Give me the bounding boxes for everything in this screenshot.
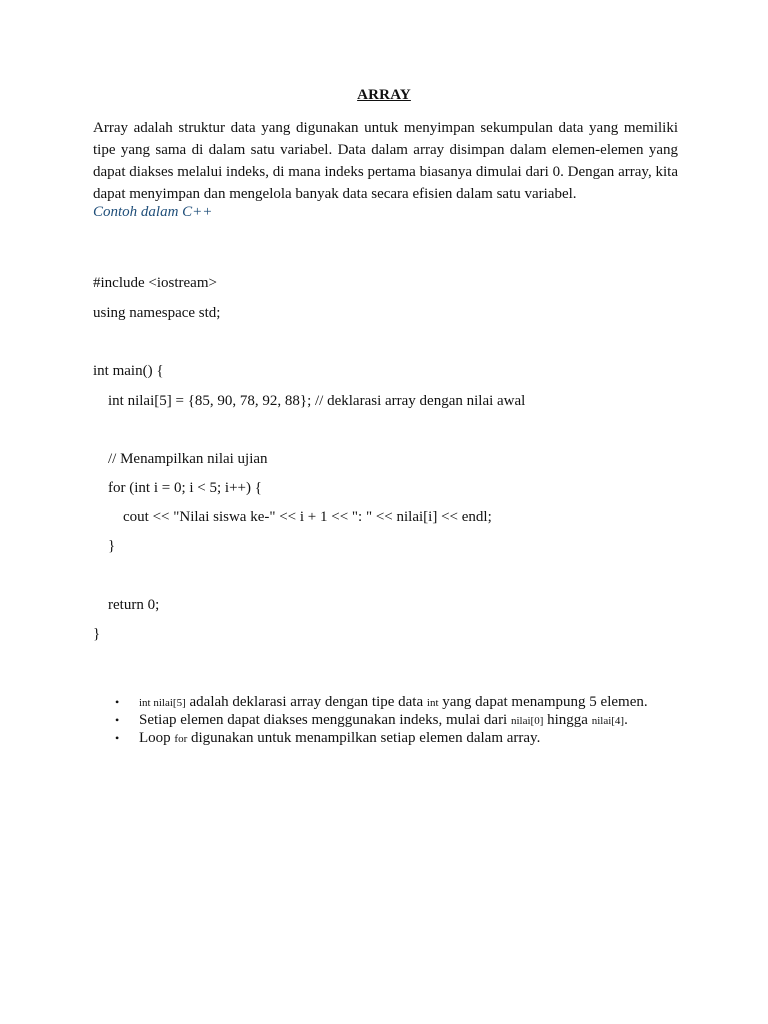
explanation-list	[93, 694, 713, 748]
inline-code: nilai[4]	[591, 715, 625, 727]
list-item	[93, 694, 713, 712]
example-subheading: Contoh dalam C++	[93, 204, 213, 220]
code-line: for (int i = 0; i < 5; i++) {	[108, 480, 262, 496]
code-line: #include <iostream>	[93, 275, 217, 291]
list-item	[93, 730, 713, 748]
inline-code: nilai[0]	[510, 715, 544, 727]
code-line: int nilai[5] = {85, 90, 78, 92, 88}; // deklarasi array dengan nilai awal	[108, 393, 526, 409]
inline-code: for	[174, 733, 188, 745]
code-line: cout << "Nilai siswa ke-" << i + 1 << ": " << nilai[i] << endl;	[123, 509, 492, 525]
code-line: }	[93, 626, 101, 642]
code-line: int main() {	[93, 363, 164, 379]
code-line: return 0;	[108, 597, 160, 613]
list-item-text: hingga	[543, 712, 592, 728]
list-item	[93, 712, 713, 730]
code-line: // Menampilkan nilai ujian	[108, 451, 268, 467]
bullet-icon: •	[115, 713, 120, 727]
list-item-text: Loop	[139, 730, 175, 746]
list-item-text: .	[624, 712, 628, 728]
list-item-text: adalah deklarasi array dengan tipe data	[185, 694, 427, 710]
bullet-icon: •	[115, 695, 120, 709]
list-item-text: Setiap elemen dapat diakses menggunakan indeks, mulai dari	[139, 712, 511, 728]
inline-code: int	[426, 697, 439, 709]
code-line: using namespace std;	[93, 305, 221, 321]
inline-code: int nilai[5]	[139, 697, 186, 709]
bullet-icon: •	[115, 731, 120, 745]
code-line: }	[108, 538, 116, 554]
page-title: ARRAY	[357, 87, 411, 103]
list-item-text: digunakan untuk menampilkan setiap elemen dalam array.	[187, 730, 541, 746]
intro-paragraph: Array adalah struktur data yang digunakan untuk menyimpan sekumpulan data yang memiliki tipe yang sama di dalam satu variabel. Data dalam array disimpan dalam elemen-elemen yang dapat diakses melalui indeks, di mana indeks pertama biasanya dimulai dari 0. Dengan array, kita dapat menyimpan dan mengelola banyak data secara efisien dalam satu variabel.	[93, 120, 678, 202]
list-item-text: yang dapat menampung 5 elemen.	[438, 694, 648, 710]
